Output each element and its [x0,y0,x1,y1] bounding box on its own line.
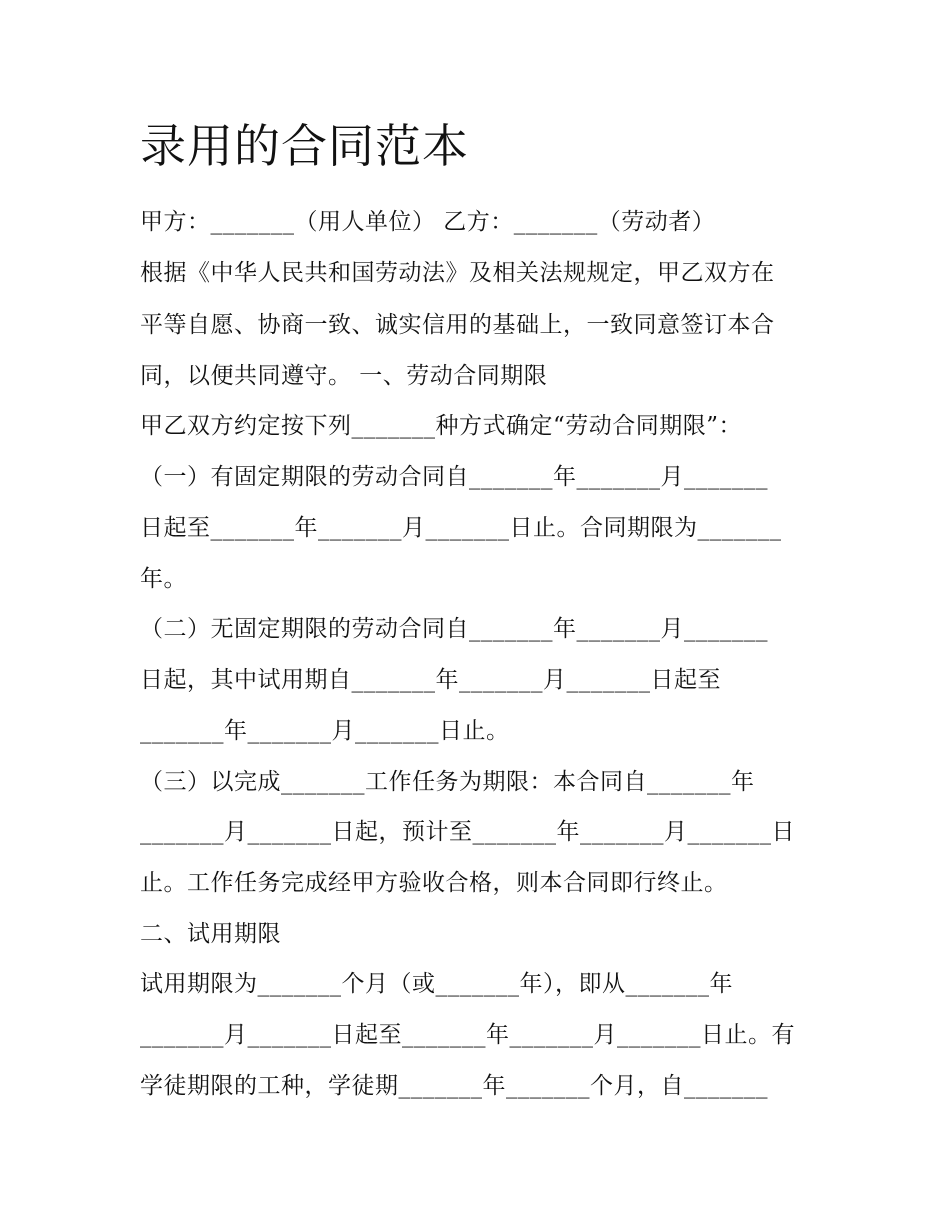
paragraph-line: （三）以完成_______工作任务为期限：本合同自_______年 [140,769,755,795]
paragraph-line: 年。 [140,566,187,592]
paragraph-line: 甲方：_______（用人单位） 乙方：_______（劳动者） [140,209,716,235]
paragraph-line: _______月_______日起至_______年_______月_______日止。有 [140,1022,795,1048]
paragraph-line: 试用期限为_______个月（或_______年），即从_______年 [140,971,733,997]
paragraph-line: _______月_______日起，预计至_______年_______月_______日 [140,819,795,845]
paragraph-line: 同，以便共同遵守。 一、劳动合同期限 [140,363,548,389]
section-heading: 二、试用期限 [140,921,281,947]
paragraph-line: _______年_______月_______日止。 [140,718,510,744]
paragraph-line: 平等自愿、协商一致、诚实信用的基础上，一致同意签订本合 [140,312,775,338]
document-title: 录用的合同范本 [140,119,469,173]
paragraph-line: （二）无固定期限的劳动合同自_______年_______月_______ [140,616,768,642]
paragraph-line: （一）有固定期限的劳动合同自_______年_______月_______ [140,464,768,490]
paragraph-line: 止。工作任务完成经甲方验收合格，则本合同即行终止。 [140,870,728,896]
paragraph-line: 甲乙双方约定按下列_______种方式确定“劳动合同期限”： [140,413,743,439]
paragraph-line: 日起，其中试用期自_______年_______月_______日起至 [140,667,721,693]
paragraph-line: 日起至_______年_______月_______日止。合同期限为_______ [140,515,782,541]
paragraph-line: 根据《中华人民共和国劳动法》及相关法规规定，甲乙双方在 [140,260,775,286]
paragraph-line: 学徒期限的工种，学徒期_______年_______个月，自_______ [140,1073,768,1099]
